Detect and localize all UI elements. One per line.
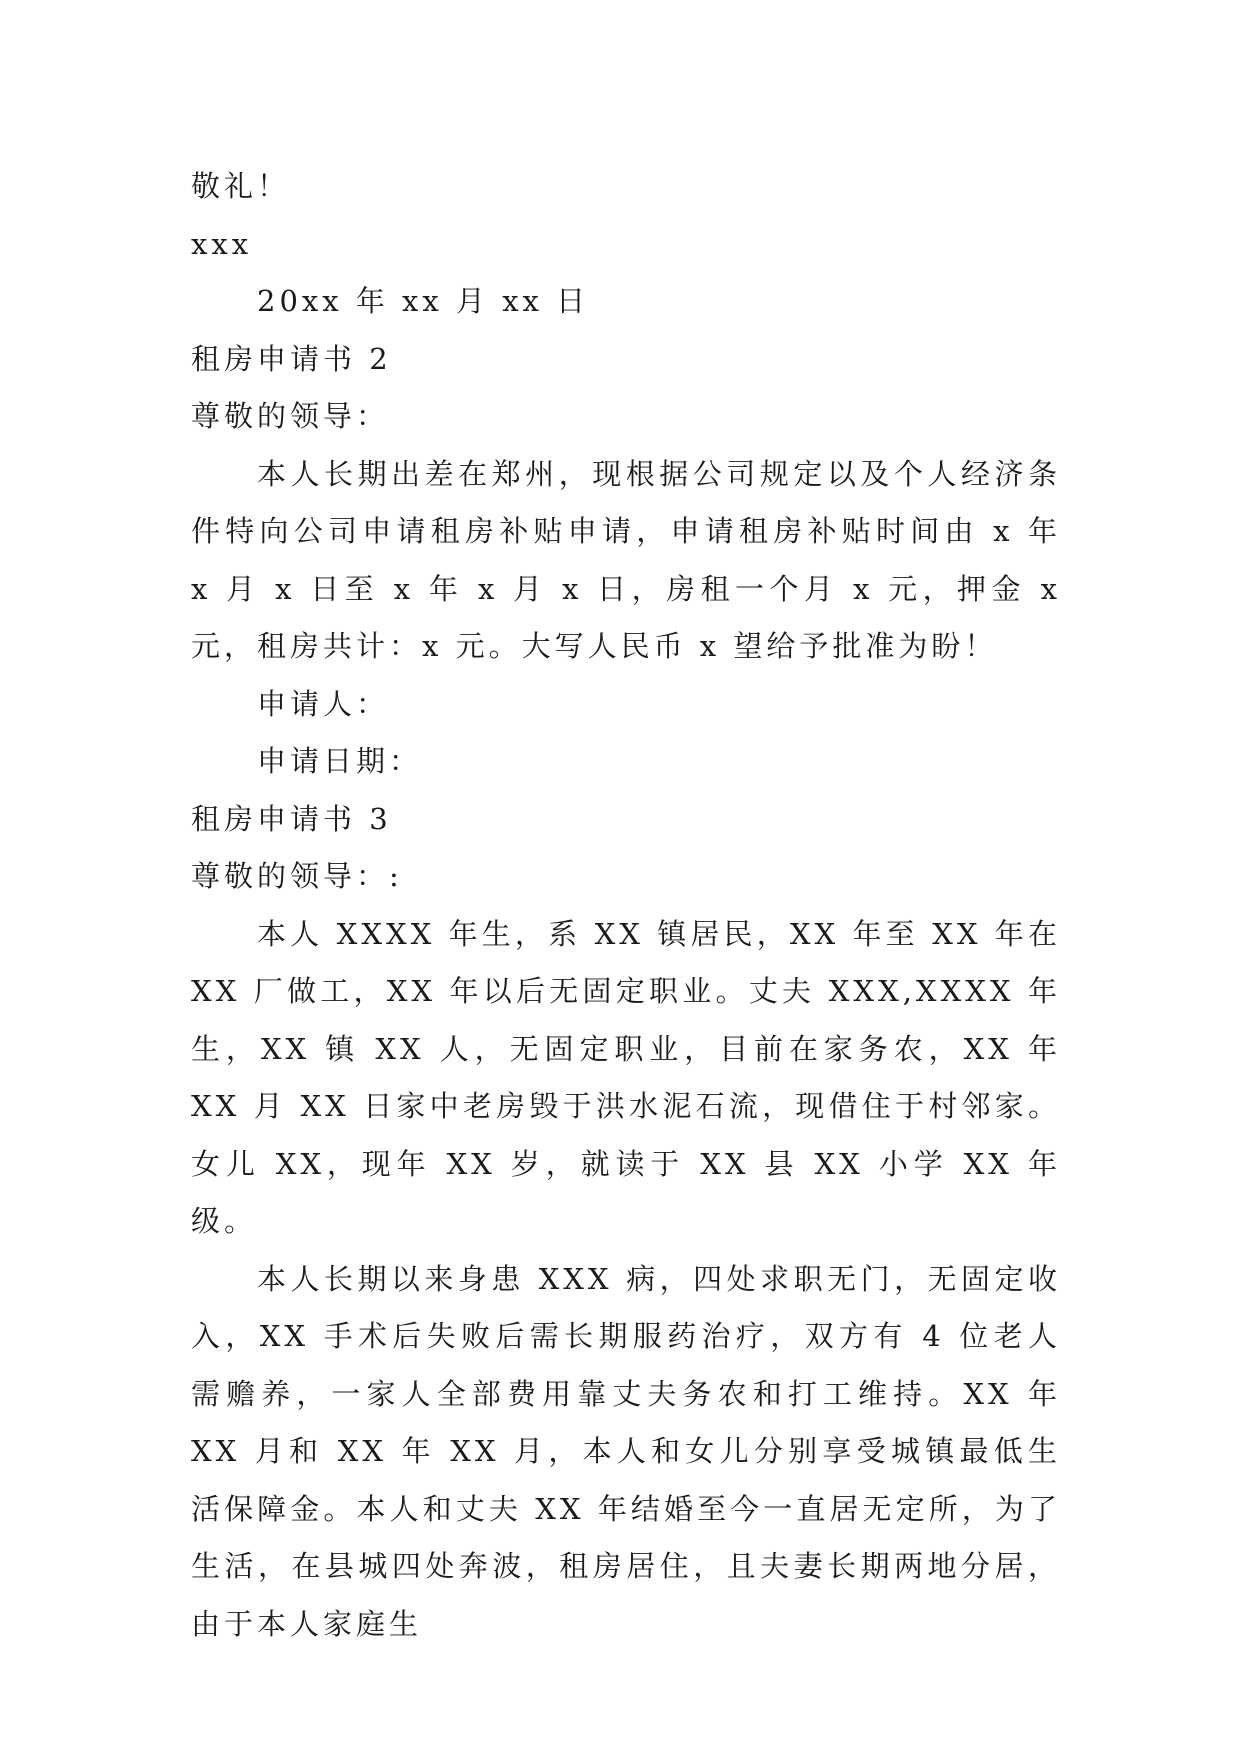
- letter2-body: 本人长期出差在郑州，现根据公司规定以及个人经济条件特向公司申请租房补贴申请，申请租房补贴时间由 x 年 x 月 x 日至 x 年 x 月 x 日，房租一个月 x 元，押金 x 元，租房共计：x 元。大写人民币 x 望给予批准为盼！: [191, 456, 1061, 663]
- closing-salutation: 敬礼！: [191, 169, 291, 203]
- letter2-title: 租房申请书 2: [191, 341, 392, 376]
- closing-signature: xxx: [191, 226, 253, 261]
- document-content: [191, 158, 1061, 1653]
- letter3-paragraph-1: 本人 XXXX 年生，系 XX 镇居民，XX 年至 XX 年在 XX 厂做工，XX 年以后无固定职业。丈夫 XXX,XXXX 年生，XX 镇 XX 人，无固定职业，目前在家务农，XX 年 XX 月 XX 日家中老房毁于洪水泥石流，现借住于村邻家。女儿 XX，现年 XX 岁，就读于 XX 县 XX 小学 XX 年级。: [191, 916, 1061, 1238]
- letter2-greeting: 尊敬的领导：: [191, 399, 390, 433]
- letter2-applicant-label: 申请人：: [257, 686, 390, 721]
- closing-date: 20xx 年 xx 月 xx 日: [257, 284, 590, 318]
- letter3-title: 租房申请书 3: [191, 801, 392, 836]
- letter3-greeting: 尊敬的领导：:: [191, 859, 403, 893]
- letter3-paragraph-2: 本人长期以来身患 XXX 病，四处求职无门，无固定收入，XX 手术后失败后需长期服药治疗，双方有 4 位老人需赡养，一家人全部费用靠丈夫务农和打工维持。XX 年 XX 月和 XX 年 XX 月，本人和女儿分别享受城镇最低生活保障金。本人和丈夫 XX 年结婚至今一直居无定所，为了生活，在县城四处奔波，租房居住，且夫妻长期两地分居，由于本人家庭生: [191, 1261, 1061, 1641]
- letter2-date-label: 申请日期：: [257, 744, 423, 778]
